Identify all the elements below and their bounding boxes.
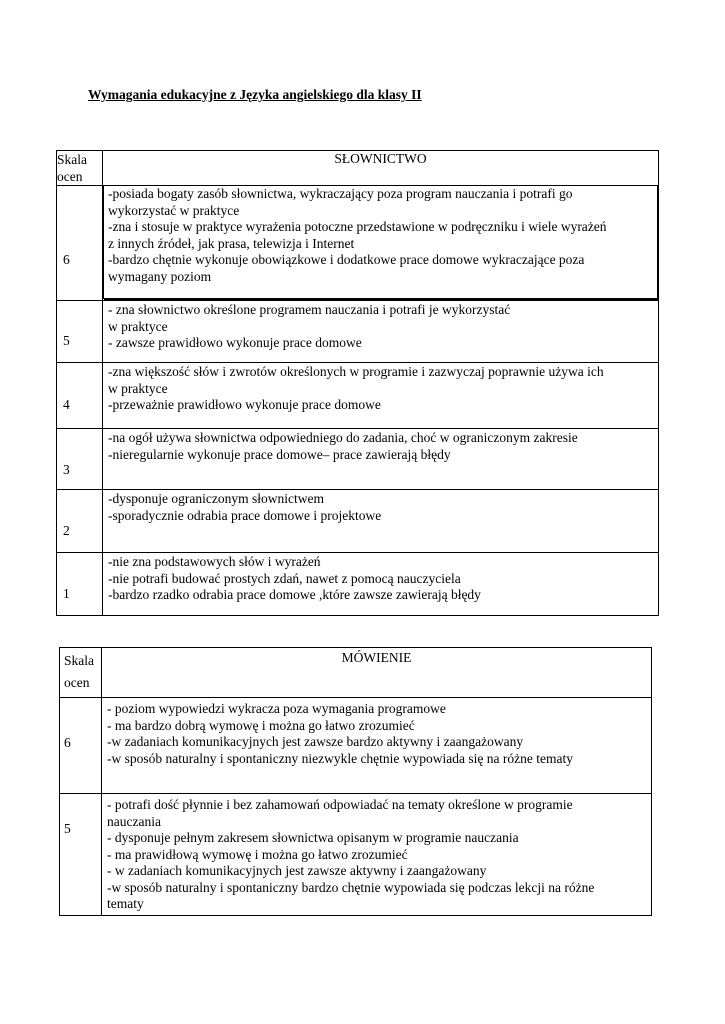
vocabulary-table	[56, 150, 659, 616]
table-row	[57, 429, 659, 490]
description-cell	[103, 363, 659, 429]
grade-value: 1	[63, 585, 70, 601]
scale-label-line2: ocen	[57, 168, 83, 184]
grade-cell	[60, 794, 102, 916]
description-cell	[102, 794, 652, 916]
grade-cell	[57, 490, 103, 553]
description-line: - ma bardzo dobrą wymowę i można go łatwo zrozumieć	[107, 717, 415, 733]
description-line: -bardzo chętnie wykonuje obowiązkowe i dodatkowe prace domowe wykraczające poza	[108, 252, 585, 267]
description-line: nauczania	[107, 813, 161, 829]
description-line: -dysponuje ograniczonym słownictwem	[108, 491, 324, 506]
description-line: -nieregularnie wykonuje prace domowe– prace zawierają błędy	[108, 446, 451, 462]
description-line: -w zadaniach komunikacyjnych jest zawsze bardzo aktywny i zaangażowany	[107, 734, 524, 749]
grade-value: 6	[63, 251, 70, 267]
table-row	[60, 794, 652, 916]
document-title: Wymagania edukacyjne z Języka angielskiego dla klasy II	[88, 87, 422, 102]
description-cell	[103, 490, 659, 553]
table-row	[57, 363, 659, 429]
table-row	[57, 490, 659, 553]
table-row	[57, 553, 659, 616]
vocabulary-section-header: SŁOWNICTWO	[103, 151, 659, 186]
description-line: -nie potrafi budować prostych zdań, nawet z pomocą nauczyciela	[108, 570, 461, 586]
grade-cell	[57, 301, 103, 363]
grade-value: 4	[63, 396, 70, 412]
description-line: - ma prawidłową wymowę i można go łatwo zrozumieć	[107, 846, 408, 862]
description-line: - zawsze prawidłowo wykonuje prace domowe	[108, 335, 362, 350]
description-line: -w sposób naturalny i spontaniczny niezwykle chętnie wypowiada się na różne tematy	[107, 750, 573, 766]
scale-label-line2: ocen	[64, 675, 90, 690]
grade-value: 5	[63, 332, 70, 348]
scale-label-line1: Skala	[57, 152, 87, 167]
description-cell	[103, 429, 659, 490]
grade-value: 3	[63, 461, 70, 477]
description-line: -przeważnie prawidłowo wykonuje prace domowe	[108, 397, 381, 412]
description-line: -na ogół używa słownictwa odpowiedniego do zadania, choć w ograniczonym zakresie	[108, 430, 578, 445]
scale-header-cell	[60, 648, 102, 698]
table-row	[60, 698, 652, 794]
table-row	[57, 186, 659, 301]
description-line: -bardzo rzadko odrabia prace domowe ,które zawsze zawierają błędy	[108, 587, 481, 602]
grade-cell	[57, 186, 103, 301]
description-line: wymagany poziom	[108, 268, 212, 284]
description-line: - poziom wypowiedzi wykracza poza wymagania programowe	[107, 701, 446, 716]
scale-header-cell	[57, 151, 103, 186]
description-line: -w sposób naturalny i spontaniczny bardzo chętnie wypowiada się podczas lekcji na różne	[107, 879, 595, 895]
description-line: - dysponuje pełnym zakresem słownictwa opisanym w programie nauczania	[107, 830, 519, 845]
grade-value: 5	[64, 821, 71, 836]
grade-cell	[57, 363, 103, 429]
description-cell	[103, 301, 659, 363]
description-cell	[102, 698, 652, 794]
description-line: - w zadaniach komunikacyjnych jest zawsze aktywny i zaangażowany	[107, 863, 487, 878]
grade-value: 6	[64, 735, 71, 750]
speaking-section-header: MÓWIENIE	[102, 648, 652, 698]
grade-cell	[57, 553, 103, 616]
grade-cell	[60, 698, 102, 794]
table-row	[57, 301, 659, 363]
description-line: -sporadycznie odrabia prace domowe i projektowe	[108, 507, 382, 523]
speaking-header-row	[60, 648, 652, 698]
scale-label-line1: Skala	[64, 653, 94, 668]
description-cell	[103, 186, 659, 301]
description-line: - potrafi dość płynnie i bez zahamowań odpowiadać na tematy określone w programie	[107, 797, 573, 812]
grade-cell	[57, 429, 103, 490]
description-line: -zna większość słów i zwrotów określonych w programie i zazwyczaj poprawnie używa ich	[108, 364, 604, 379]
vocabulary-header-row	[57, 151, 659, 186]
description-line: z innych źródeł, jak prasa, telewizja i Internet	[108, 235, 355, 251]
description-cell	[103, 553, 659, 616]
description-line: -nie zna podstawowych słów i wyrażeń	[108, 554, 321, 569]
description-line: tematy	[107, 896, 144, 911]
speaking-table	[59, 647, 652, 916]
grade-value: 2	[63, 522, 70, 538]
description-line: wykorzystać w praktyce	[108, 202, 240, 218]
description-line: - zna słownictwo określone programem nauczania i potrafi je wykorzystać	[108, 302, 511, 317]
description-line: -zna i stosuje w praktyce wyrażenia potoczne przedstawione w podręczniku i wiele wyrażeń	[108, 219, 607, 234]
description-line: -posiada bogaty zasób słownictwa, wykraczający poza program nauczania i potrafi go	[108, 186, 573, 201]
description-line: w praktyce	[108, 318, 168, 334]
description-line: w praktyce	[108, 380, 168, 396]
